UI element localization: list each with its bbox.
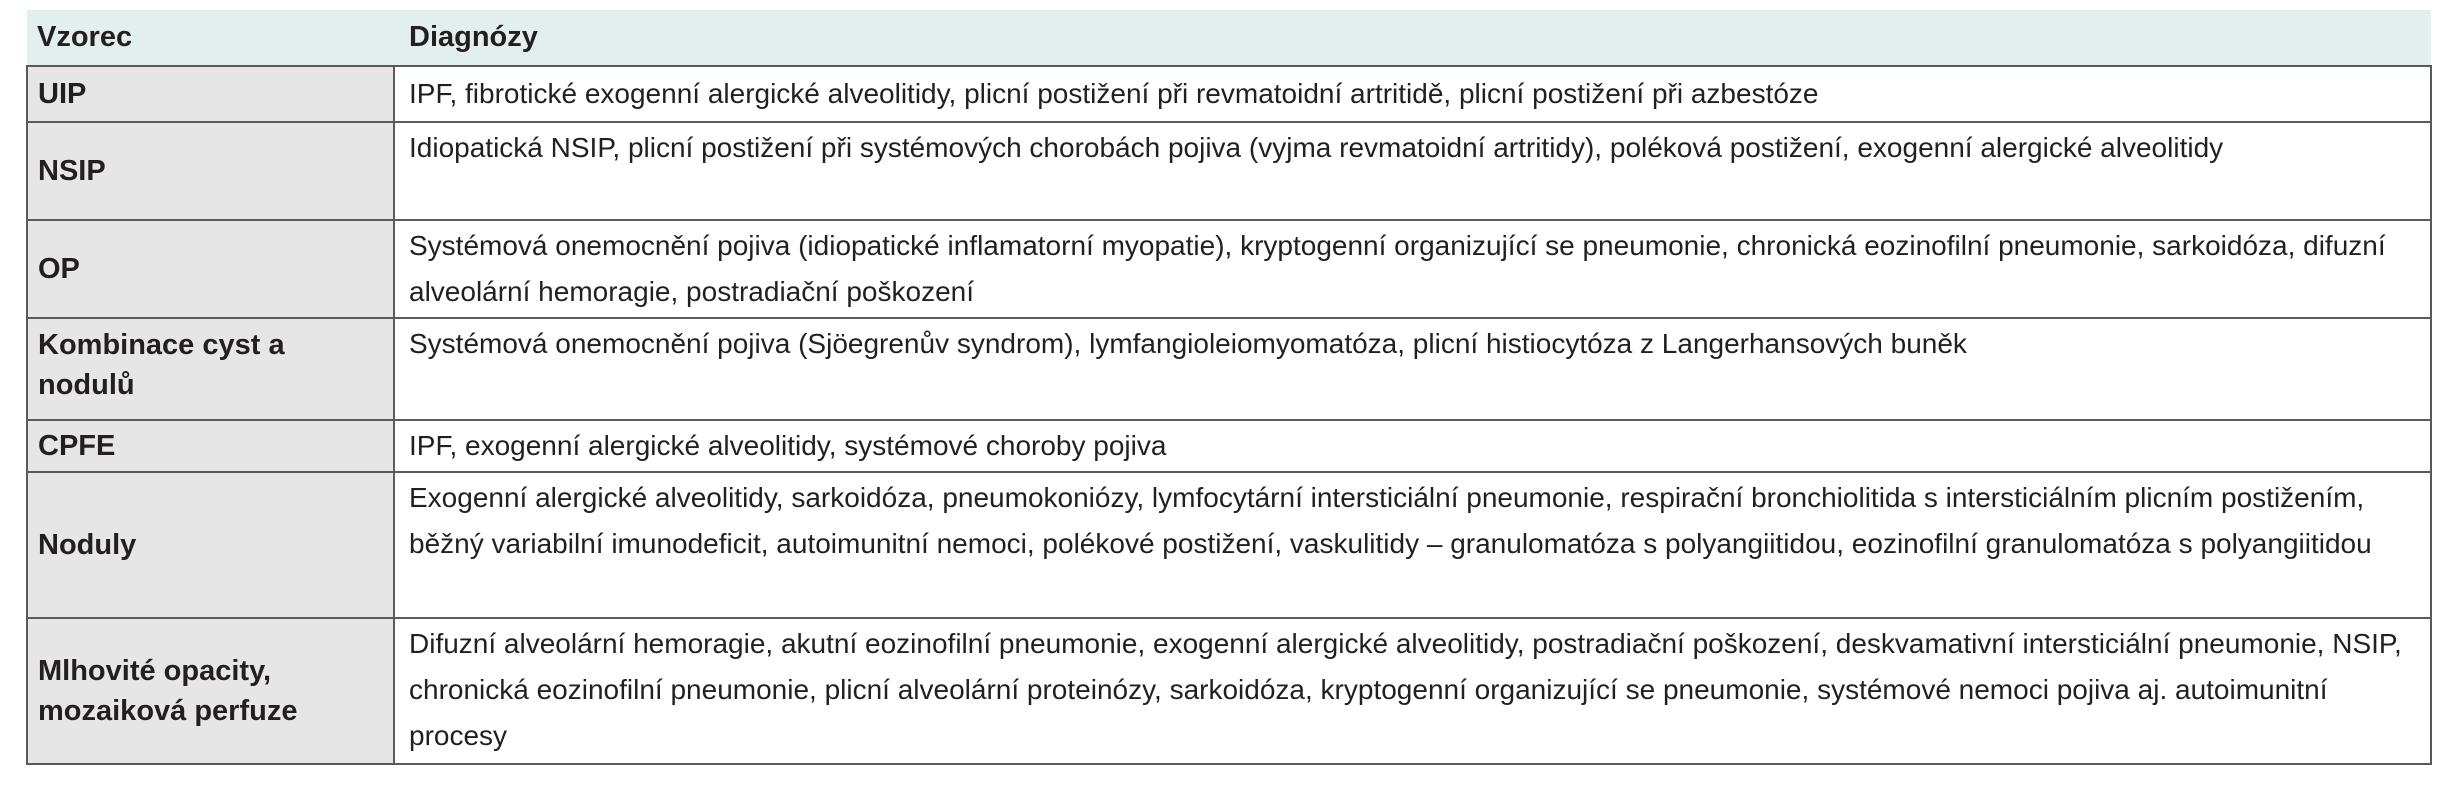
header-pattern: Vzorec	[27, 10, 394, 66]
table-row	[27, 66, 2431, 122]
diagnoses-cell: IPF, fibrotické exogenní alergické alveolitidy, plicní postižení při revmatoidní artritidě, plicní postižení při azbestóze	[394, 66, 2431, 122]
table-row	[27, 220, 2431, 318]
pattern-cell: Mlhovité opacity, mozaiková perfuze	[27, 618, 394, 764]
diagnoses-cell: Difuzní alveolární hemoragie, akutní eozinofilní pneumonie, exogenní alergické alveolitidy, postradiační poškození, deskvamativní intersticiální pneumonie, NSIP, chronická eozinofilní pneumonie, plicní alveolární proteinózy, sarkoidóza, kryptogenní organizující se pneumonie, systémové nemoci pojiva aj. autoimunitní procesy	[394, 618, 2431, 764]
table-row	[27, 122, 2431, 220]
diagnoses-cell: Idiopatická NSIP, plicní postižení při systémových chorobách pojiva (vyjma revmatoidní artritidy), poléková postižení, exogenní alergické alveolitidy	[394, 122, 2431, 220]
diagnosis-table-container	[26, 10, 2430, 765]
pattern-cell: Kombinace cyst a nodulů	[27, 318, 394, 420]
diagnoses-cell: Systémová onemocnění pojiva (idiopatické inflamatorní myopatie), kryptogenní organizující se pneumonie, chronická eozinofilní pneumonie, sarkoidóza, difuzní alveolární hemoragie, postradiační poškození	[394, 220, 2431, 318]
diagnoses-cell: Exogenní alergické alveolitidy, sarkoidóza, pneumokoniózy, lymfocytární intersticiální pneumonie, respirační bronchiolitida s intersticiálním plicním postižením, běžný variabilní imunodeficit, autoimunitní nemoci, polékové postižení, vaskulitidy – granulomatóza s polyangiitidou, eozinofilní granulomatóza s polyangiitidou	[394, 472, 2431, 618]
table-header	[27, 10, 2431, 66]
header-row	[27, 10, 2431, 66]
pattern-cell: CPFE	[27, 420, 394, 472]
table-row	[27, 318, 2431, 420]
diagnoses-cell: IPF, exogenní alergické alveolitidy, systémové choroby pojiva	[394, 420, 2431, 472]
diagnoses-cell: Systémová onemocnění pojiva (Sjöegrenův syndrom), lymfangioleiomyomatóza, plicní histiocytóza z Langerhansových buněk	[394, 318, 2431, 420]
table-row	[27, 618, 2431, 764]
table-row	[27, 472, 2431, 618]
table-row	[27, 420, 2431, 472]
pattern-cell: NSIP	[27, 122, 394, 220]
pattern-cell: OP	[27, 220, 394, 318]
pattern-diagnosis-table	[26, 10, 2432, 765]
table-body	[27, 66, 2431, 764]
pattern-cell: Noduly	[27, 472, 394, 618]
header-diagnoses: Diagnózy	[394, 10, 2431, 66]
pattern-cell: UIP	[27, 66, 394, 122]
